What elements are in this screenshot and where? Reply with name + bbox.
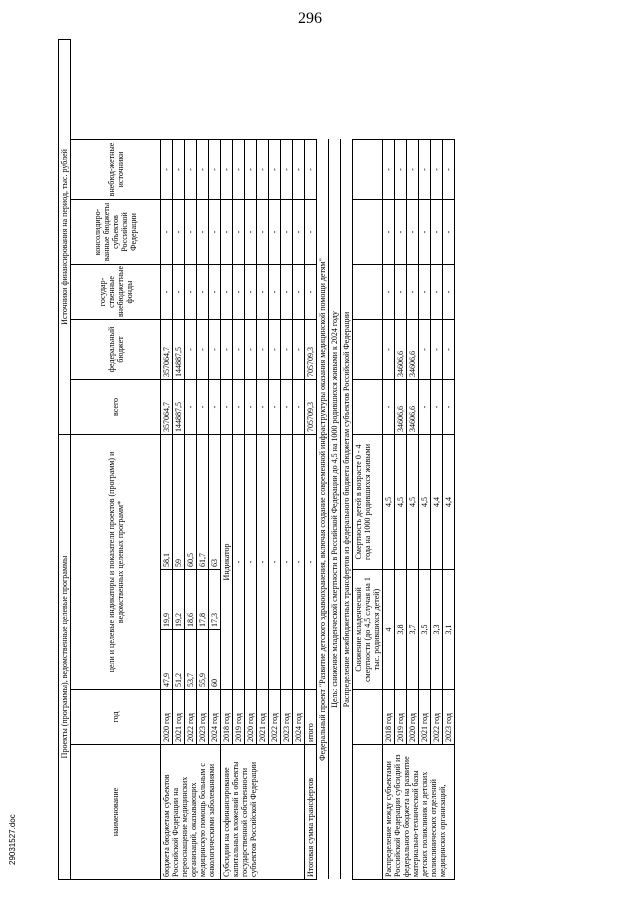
dash-cell: - bbox=[293, 264, 305, 319]
dash-cell: - bbox=[293, 199, 305, 264]
federal-cell: - bbox=[383, 319, 395, 379]
dash-cell: - bbox=[305, 139, 317, 199]
dash-cell: - bbox=[419, 139, 431, 199]
indicator-cell: 60,5 bbox=[185, 434, 197, 569]
dash-cell: - bbox=[407, 264, 419, 319]
indicator-cell: 61,7 bbox=[197, 434, 209, 569]
indicator-cell: 58,1 bbox=[161, 434, 173, 569]
header-goals: цели и целевые индикаторы и показатели проектов (программ) и ведомственных целевых программ* bbox=[71, 434, 161, 689]
total-cell: - bbox=[443, 379, 455, 434]
indicator-b-label: Смертность детей в возрасте 0 - 4 года на 1000 родившихся живыми bbox=[353, 434, 383, 569]
indicator-cell: 3,7 bbox=[407, 570, 419, 690]
indicator-a-label: Снижение младенческой смертности (до 4,5 случая на 1 тыс. родившихся детей) bbox=[353, 570, 383, 690]
federal-cell: - bbox=[281, 319, 293, 379]
year-cell: 2023 год bbox=[281, 690, 293, 745]
indicator-cell: 51,2 bbox=[173, 630, 185, 690]
dash-cell: - bbox=[221, 199, 233, 264]
dash-cell: - bbox=[383, 139, 395, 199]
total-cell: 705709,3 bbox=[305, 379, 317, 434]
dash-cell: - bbox=[305, 264, 317, 319]
header-projects: Проекты (программы), ведомственные целевые программы bbox=[59, 434, 71, 879]
total-cell: 34606,6 bbox=[395, 379, 407, 434]
total-row bbox=[305, 39, 317, 879]
total-name: Итоговая сумма трансфертов bbox=[305, 745, 317, 880]
dash-cell: - bbox=[419, 199, 431, 264]
year-cell: 2023 год bbox=[443, 690, 455, 745]
indicator-label: Индикатор bbox=[221, 434, 233, 689]
financing-table bbox=[58, 39, 455, 880]
dash-cell: - bbox=[245, 264, 257, 319]
federal-cell: - bbox=[245, 319, 257, 379]
dash-cell: - bbox=[395, 139, 407, 199]
indicator-cell: 53,7 bbox=[185, 630, 197, 690]
federal-cell: - bbox=[269, 319, 281, 379]
dash-cell: - bbox=[173, 139, 185, 199]
indicator-cell: - bbox=[233, 434, 245, 689]
dash-cell: - bbox=[281, 199, 293, 264]
total-cell: - bbox=[257, 379, 269, 434]
header-extrabudget: внебюд-жетные источники bbox=[71, 139, 161, 199]
dash-cell: - bbox=[419, 264, 431, 319]
header-federal: федеральный бюджет bbox=[71, 319, 161, 379]
dash-cell: - bbox=[209, 199, 221, 264]
header-sources: Источники финансирования на период, тыс. рублей bbox=[59, 39, 71, 434]
dash-cell: - bbox=[221, 264, 233, 319]
indicator-cell: - bbox=[257, 434, 269, 689]
header-year: год bbox=[71, 690, 161, 745]
dash-cell: - bbox=[443, 264, 455, 319]
dash-cell: - bbox=[257, 139, 269, 199]
dash-cell: - bbox=[197, 139, 209, 199]
indicator-cell: 4,4 bbox=[443, 434, 455, 569]
indicator-cell: 19,2 bbox=[173, 570, 185, 630]
table-row bbox=[221, 39, 233, 879]
year-cell: 2022 год bbox=[431, 690, 443, 745]
table-row bbox=[383, 39, 395, 879]
year-cell: 2018 год bbox=[221, 690, 233, 745]
total-cell: - bbox=[383, 379, 395, 434]
indicator-cell: 4,4 bbox=[431, 434, 443, 569]
dash-cell: - bbox=[197, 199, 209, 264]
distribution-line: Распределение межбюджетных трансфертов из федерального бюджета бюджетам субъектов Российской Федерации bbox=[341, 139, 353, 879]
total-cell: - bbox=[281, 379, 293, 434]
federal-cell: 357064,7 bbox=[161, 319, 173, 379]
dash-cell: - bbox=[383, 199, 395, 264]
indicator-cell: 3,5 bbox=[419, 570, 431, 690]
total-cell: 357064,7 bbox=[161, 379, 173, 434]
indicator-cell: 3,3 bbox=[431, 570, 443, 690]
federal-cell: - bbox=[443, 319, 455, 379]
dash-cell: - bbox=[407, 199, 419, 264]
dash-cell: - bbox=[185, 264, 197, 319]
dash-cell: - bbox=[431, 139, 443, 199]
total-cell: - bbox=[245, 379, 257, 434]
block3-name: Распределение между субъектами Российской Федерации субсидий из федерального бюджета на развитие материально-технической базы детских поликлиник и детских поликлинических отделений медицинских организаций, bbox=[383, 745, 455, 880]
dash-cell: - bbox=[233, 139, 245, 199]
block2-name: Субсидии на софинансирование капитальных вложений в объекты государственной собственности субъектов Российской Федерации bbox=[221, 745, 305, 880]
dash-cell: - bbox=[173, 199, 185, 264]
header-state-funds: государ-ственные внебюджетные фонды bbox=[71, 264, 161, 319]
dash-cell: - bbox=[443, 139, 455, 199]
indicator-cell: - bbox=[269, 434, 281, 689]
dash-cell: - bbox=[431, 199, 443, 264]
header-consolidated: консолидиро-ванные бюджеты субъектов Российской Федерации bbox=[71, 199, 161, 264]
federal-cell: - bbox=[431, 319, 443, 379]
indicator-cell: - bbox=[245, 434, 257, 689]
federal-cell: - bbox=[185, 319, 197, 379]
header-total: всего bbox=[71, 379, 161, 434]
dash-cell: - bbox=[281, 139, 293, 199]
federal-project-title: Федеральный проект "Развитие детского здравоохранения, включая создание современной инфраструктуры оказания медицинской помощи детям" bbox=[317, 139, 329, 879]
dash-cell: - bbox=[185, 139, 197, 199]
page-number: 296 bbox=[298, 10, 322, 27]
dash-cell: - bbox=[161, 139, 173, 199]
total-cell: - bbox=[269, 379, 281, 434]
dash-cell: - bbox=[245, 199, 257, 264]
indicator-cell: 17,3 bbox=[209, 570, 221, 630]
indicator-cell: 3,1 bbox=[443, 570, 455, 690]
year-cell: 2021 год bbox=[257, 690, 269, 745]
indicator-cell: 17,8 bbox=[197, 570, 209, 630]
indicator-cell: 4,5 bbox=[419, 434, 431, 569]
header-name: наименование bbox=[71, 745, 161, 880]
indicator-cell: 19,9 bbox=[161, 570, 173, 630]
total-cell: - bbox=[197, 379, 209, 434]
footer-doc-name: 29031527.doc bbox=[8, 814, 17, 865]
dash-cell: - bbox=[407, 139, 419, 199]
indicator-cell: 4,5 bbox=[407, 434, 419, 569]
dash-cell: - bbox=[197, 264, 209, 319]
indicator-cell: 63 bbox=[209, 434, 221, 569]
total-cell: - bbox=[293, 379, 305, 434]
goal-line: Цель: снижение младенческой смертности в Российской Федерации до 4,5 на 1000 родившихся живыми к 2024 году bbox=[329, 139, 341, 879]
dash-cell: - bbox=[431, 264, 443, 319]
federal-cell: 144887,5 bbox=[173, 319, 185, 379]
federal-cell: 34606,6 bbox=[407, 319, 419, 379]
dash-cell: - bbox=[269, 199, 281, 264]
total-cell: 34606,6 bbox=[407, 379, 419, 434]
dash-cell: - bbox=[269, 264, 281, 319]
indicator-cell: 3,8 bbox=[395, 570, 407, 690]
indicator-cell: 55,9 bbox=[197, 630, 209, 690]
dash-cell: - bbox=[395, 199, 407, 264]
federal-cell: - bbox=[197, 319, 209, 379]
dash-cell: - bbox=[209, 264, 221, 319]
year-cell: 2020 год bbox=[407, 690, 419, 745]
total-cell: - bbox=[233, 379, 245, 434]
year-cell: 2021 год bbox=[173, 690, 185, 745]
indicator-cell: 4,5 bbox=[383, 434, 395, 569]
total-year: итого bbox=[305, 690, 317, 745]
dash-cell: - bbox=[281, 264, 293, 319]
year-cell: 2022 год bbox=[185, 690, 197, 745]
dash-cell: - bbox=[221, 139, 233, 199]
federal-cell: - bbox=[419, 319, 431, 379]
indicator-cell: 4 bbox=[383, 570, 395, 690]
year-cell: 2024 год bbox=[293, 690, 305, 745]
year-cell: 2020 год bbox=[161, 690, 173, 745]
dash-cell: - bbox=[233, 199, 245, 264]
year-cell: 2019 год bbox=[233, 690, 245, 745]
year-cell: 2022 год bbox=[269, 690, 281, 745]
dash-cell: - bbox=[395, 264, 407, 319]
indicator-cell: 18,6 bbox=[185, 570, 197, 630]
federal-cell: - bbox=[293, 319, 305, 379]
year-cell: 2023 год bbox=[197, 690, 209, 745]
dash-cell: - bbox=[161, 264, 173, 319]
federal-cell: - bbox=[221, 319, 233, 379]
year-cell: 2021 год bbox=[419, 690, 431, 745]
year-cell: 2020 год bbox=[245, 690, 257, 745]
dash-cell: - bbox=[257, 264, 269, 319]
federal-cell: 34606,6 bbox=[395, 319, 407, 379]
dash-cell: - bbox=[161, 199, 173, 264]
indicator-cell: 47,9 bbox=[161, 630, 173, 690]
rotated-table-page bbox=[58, 40, 633, 880]
dash-cell: - bbox=[305, 199, 317, 264]
dash-cell: - bbox=[443, 199, 455, 264]
table-row bbox=[161, 39, 173, 879]
dash-cell: - bbox=[257, 199, 269, 264]
year-cell: 2024 год bbox=[209, 690, 221, 745]
dash-cell: - bbox=[209, 139, 221, 199]
federal-cell: - bbox=[233, 319, 245, 379]
federal-cell: 705709,3 bbox=[305, 319, 317, 379]
dash-cell: - bbox=[293, 139, 305, 199]
total-cell: 144887,5 bbox=[173, 379, 185, 434]
indicator-cell: - bbox=[281, 434, 293, 689]
indicator-cell: 4,5 bbox=[395, 434, 407, 569]
total-cell: - bbox=[431, 379, 443, 434]
indicator-cell: 60 bbox=[209, 630, 221, 690]
dash-cell: - bbox=[245, 139, 257, 199]
total-cell: - bbox=[221, 379, 233, 434]
year-cell: 2018 год bbox=[383, 690, 395, 745]
dash-cell: - bbox=[185, 199, 197, 264]
year-cell: 2019 год bbox=[395, 690, 407, 745]
indicator-cell: 59 bbox=[173, 434, 185, 569]
dash-cell: - bbox=[173, 264, 185, 319]
dash-cell: - bbox=[269, 139, 281, 199]
federal-cell: - bbox=[257, 319, 269, 379]
block1-name: бюджета бюджетам субъектов Российской Федерации на переоснащение медицинских организаций, оказывающих медицинскую помощь больным с онкологическими заболеваниями bbox=[161, 745, 221, 880]
indicator-cell: - bbox=[293, 434, 305, 689]
dash-cell: - bbox=[305, 434, 317, 689]
dash-cell: - bbox=[383, 264, 395, 319]
total-cell: - bbox=[209, 379, 221, 434]
federal-cell: - bbox=[209, 319, 221, 379]
total-cell: - bbox=[185, 379, 197, 434]
total-cell: - bbox=[419, 379, 431, 434]
dash-cell: - bbox=[233, 264, 245, 319]
